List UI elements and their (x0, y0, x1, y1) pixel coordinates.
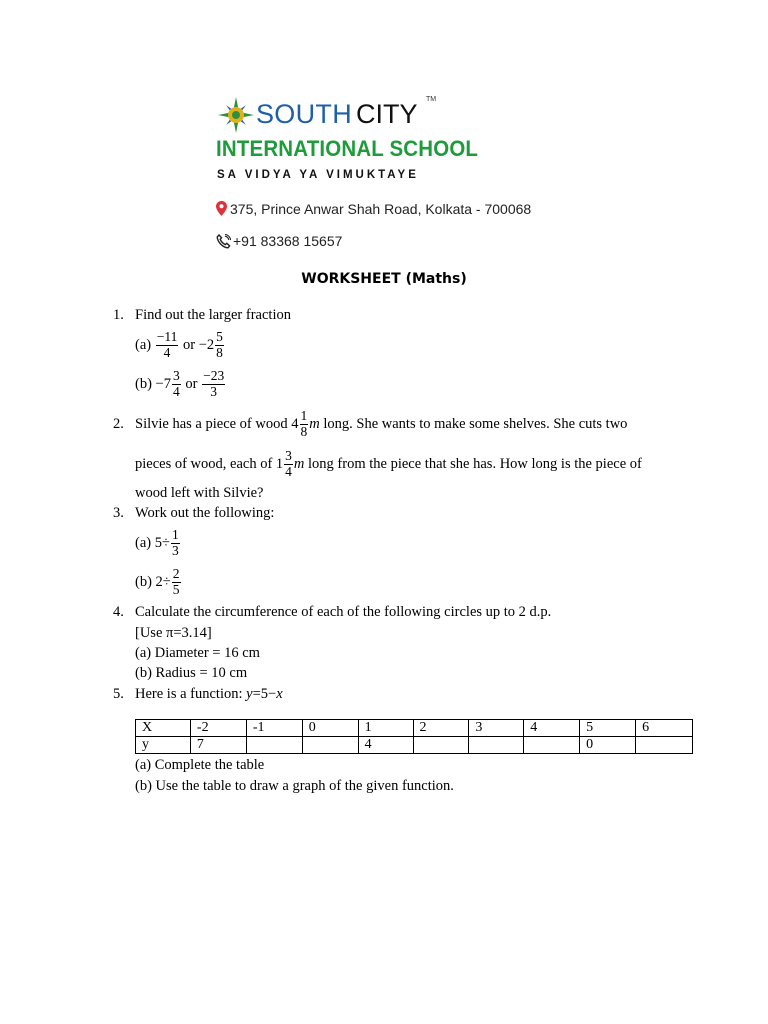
table-cell (524, 737, 580, 754)
school-address: 375, Prince Anwar Shah Road, Kolkata - 700068 (230, 201, 532, 217)
q2-line-2 (135, 446, 642, 482)
q1a-fraction-2 (215, 330, 224, 359)
table-cell (413, 737, 469, 754)
q5-line (135, 686, 283, 703)
q4-text: Calculate the circumference of each of the following circles up to 2 d.p. (135, 604, 552, 620)
table-cell: 0 (302, 720, 358, 737)
q1b-f1-denominator: 4 (172, 383, 180, 399)
q2-fraction-2 (284, 449, 293, 478)
q5-text: Here is a function: (135, 686, 243, 702)
table-cell: 4 (524, 720, 580, 737)
q1b-fraction-1 (172, 369, 181, 398)
q5a-label: (a) (135, 757, 152, 773)
q1b-item (135, 366, 226, 402)
q1b-or: or (185, 375, 198, 392)
q3b-fraction (172, 567, 181, 596)
q1a-fraction-1 (156, 330, 179, 359)
table-cell: 7 (190, 737, 246, 754)
q5a-text: Complete the table (154, 757, 265, 773)
q4b-label: (b) (135, 665, 152, 681)
q3b-item (135, 564, 182, 600)
school-motto: SA VIDYA YA VIMUKTAYE (217, 169, 419, 181)
table-cell (636, 737, 693, 754)
q1a-f2-numerator: 5 (216, 329, 223, 345)
table-cell (469, 737, 524, 754)
q4a-item (135, 645, 260, 662)
q4a-text: Diameter = 16 cm (154, 645, 260, 661)
q1b-fraction-2 (202, 369, 225, 398)
location-pin-icon (216, 201, 227, 216)
q2-text-3: pieces of wood, each of 1 (135, 455, 284, 472)
q3b-numerator: 2 (172, 566, 180, 582)
q5b-item (135, 778, 454, 795)
q3b-expression: 2÷ (155, 573, 171, 590)
q4-pi-note: [Use π=3.14] (135, 625, 212, 641)
q1b-f1-numerator: 3 (172, 368, 180, 384)
table-cell: -2 (190, 720, 246, 737)
table-cell: X (136, 720, 191, 737)
q1b-whole: −7 (155, 375, 171, 392)
q2-text-4: long from the piece that she has. How long is the piece of (308, 455, 642, 472)
q3b-denominator: 5 (172, 581, 180, 597)
q2-unit-2: m (293, 455, 305, 472)
q3a-label: (a) (135, 534, 152, 551)
q2-f2-denominator: 4 (285, 463, 292, 479)
q5-func-y: y (246, 686, 253, 702)
q1a-whole: −2 (198, 336, 215, 353)
q4b-item (135, 665, 247, 682)
logo-word-city: CITY (356, 99, 418, 129)
q5-number: 5. (113, 686, 124, 702)
q1b-f2-denominator: 3 (210, 383, 218, 399)
q3a-item (135, 525, 181, 561)
q2-fraction-1 (300, 409, 309, 438)
q3-text: Work out the following: (135, 505, 275, 521)
q2-f2-numerator: 3 (285, 448, 292, 464)
q2-text-5: wood left with Silvie? (135, 485, 264, 501)
q1b-f2-numerator: −23 (203, 368, 225, 384)
q1a-f2-denominator: 8 (216, 344, 223, 360)
table-cell: 2 (413, 720, 469, 737)
q4-number: 4. (113, 604, 124, 620)
q1a-label: (a) (135, 336, 152, 353)
table-row-x (136, 720, 693, 737)
logo-school-name: INTERNATIONAL SCHOOL (216, 136, 479, 161)
function-table (135, 719, 693, 754)
table-cell: 1 (358, 720, 413, 737)
compass-logo-icon (217, 96, 255, 134)
q1-number: 1. (113, 307, 124, 323)
q4a-label: (a) (135, 645, 152, 661)
q4b-text: Radius = 10 cm (155, 665, 248, 681)
table-cell: 4 (358, 737, 413, 754)
table-cell: 3 (469, 720, 524, 737)
q5-func-x: x (276, 686, 283, 702)
q2-number: 2. (113, 416, 124, 432)
q2-f1-numerator: 1 (300, 408, 308, 424)
table-cell: y (136, 737, 191, 754)
q3-number: 3. (113, 505, 124, 521)
q3b-label: (b) (135, 573, 152, 590)
q1a-item (135, 327, 225, 363)
logo-word-south: SOUTH (256, 99, 352, 129)
table-cell: 6 (636, 720, 693, 737)
page-title: WORKSHEET (Maths) (301, 271, 467, 287)
phone-icon (216, 234, 231, 249)
q5b-label: (b) (135, 778, 152, 794)
q3a-expression: 5÷ (154, 534, 170, 551)
table-cell: 5 (580, 720, 636, 737)
q1a-f1-denominator: 4 (163, 344, 171, 360)
q2-f1-denominator: 8 (300, 423, 308, 439)
q1a-f1-numerator: −11 (156, 329, 178, 345)
q2-text-2: long. She wants to make some shelves. She cuts two (323, 415, 628, 432)
trademark-mark: TM (426, 96, 437, 103)
q1b-label: (b) (135, 375, 152, 392)
q2-text-1: Silvie has a piece of wood 4 (135, 415, 299, 432)
q5b-text: Use the table to draw a graph of the given function. (155, 778, 454, 794)
q3a-fraction (171, 528, 180, 557)
q3a-numerator: 1 (171, 527, 179, 543)
table-row-y (136, 737, 693, 754)
q1-text: Find out the larger fraction (135, 307, 291, 323)
q3a-denominator: 3 (171, 542, 179, 558)
q5a-item (135, 757, 264, 774)
q5-func-eq: =5− (252, 686, 277, 702)
q1a-or: or (182, 336, 196, 353)
q2-unit-1: m (309, 415, 320, 432)
table-cell: -1 (246, 720, 302, 737)
school-phone: +91 83368 15657 (233, 233, 343, 249)
table-cell (302, 737, 358, 754)
table-cell: 0 (580, 737, 636, 754)
table-cell (246, 737, 302, 754)
q2-line-1 (135, 406, 627, 442)
